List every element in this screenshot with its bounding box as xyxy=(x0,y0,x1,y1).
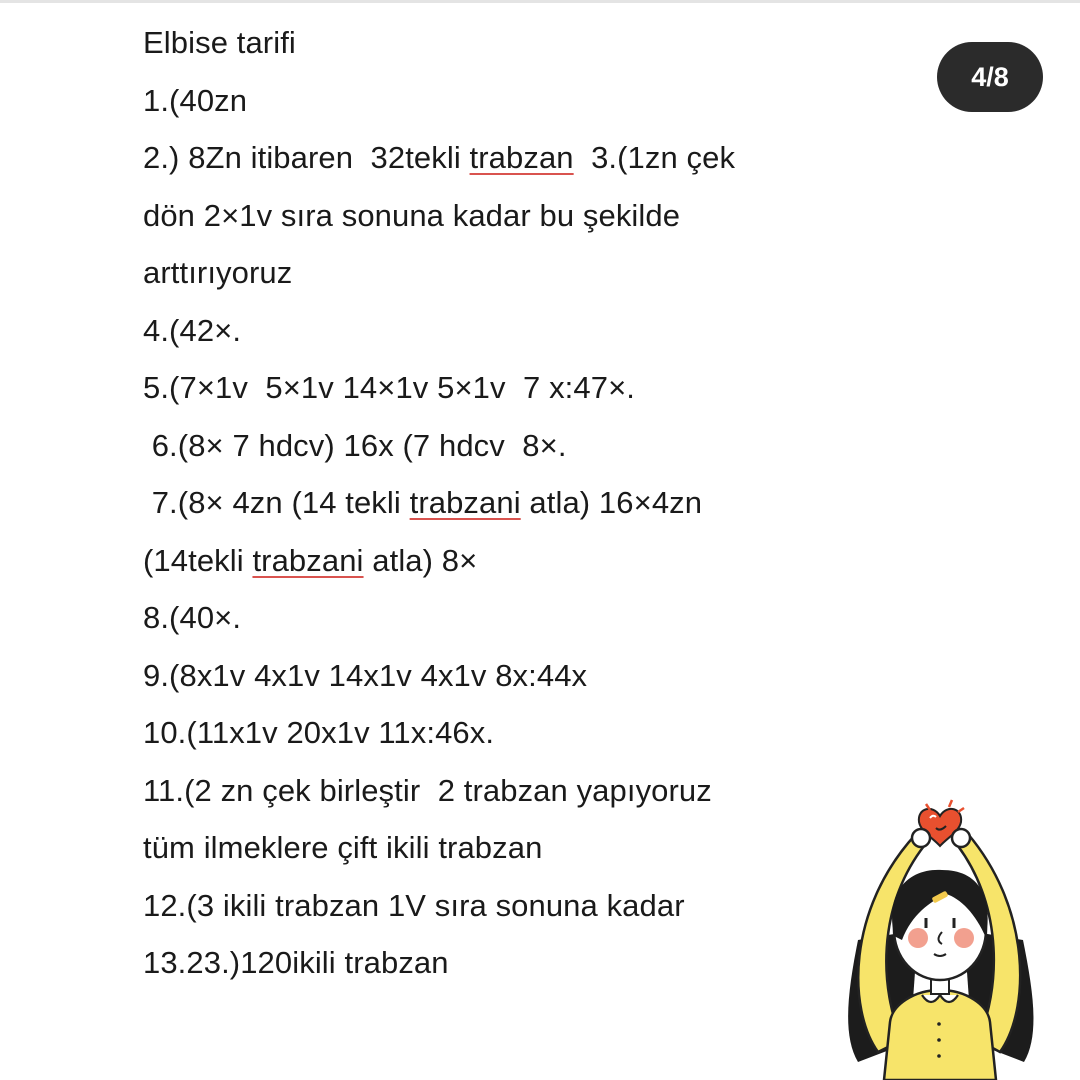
recipe-text-segment: arttırıyoruz xyxy=(143,255,293,290)
recipe-line xyxy=(143,129,903,187)
recipe-text-segment: 5.(7×1v 5×1v 14×1v 5×1v 7 x:47×. xyxy=(143,370,635,405)
recipe-text-segment: 2.) 8Zn itibaren 32tekli xyxy=(143,140,470,175)
recipe-line xyxy=(143,762,903,820)
recipe-text-segment: Elbise tarifi xyxy=(143,25,296,60)
recipe-text xyxy=(143,14,903,992)
recipe-line xyxy=(143,589,903,647)
recipe-text-segment: 11.(2 zn çek birleştir 2 trabzan yapıyoruz xyxy=(143,772,712,808)
recipe-line xyxy=(143,647,903,705)
recipe-text-segment: 8.(40×. xyxy=(143,600,242,635)
recipe-text-segment: 13.23.)120ikili trabzan xyxy=(143,945,449,980)
spellcheck-underlined-word: trabzani xyxy=(252,542,364,578)
recipe-line xyxy=(143,877,903,935)
recipe-text-segment: 6.(8× 7 hdcv) 16x (7 hdcv 8×. xyxy=(143,427,567,463)
recipe-text-segment: 9.(8x1v 4x1v 14x1v 4x1v 8x:44x xyxy=(143,657,588,693)
spellcheck-underlined-word: trabzani xyxy=(409,485,521,520)
recipe-line xyxy=(143,14,903,72)
recipe-text-segment: (14tekli xyxy=(143,542,253,578)
spellcheck-underlined-word: trabzan xyxy=(469,140,574,175)
girl-with-heart-illustration xyxy=(818,790,1058,1080)
recipe-text-segment: tüm ilmeklere çift ikili trabzan xyxy=(143,830,543,865)
recipe-text-segment: 3.(1zn çek xyxy=(573,140,736,175)
recipe-text-segment: dön 2×1v sıra sonuna kadar bu şekilde xyxy=(143,197,681,233)
recipe-text-segment: atla) 16×4zn xyxy=(520,485,703,520)
recipe-line xyxy=(143,359,903,417)
recipe-line xyxy=(143,704,903,762)
recipe-text-segment: 7.(8× 4zn (14 tekli xyxy=(143,485,410,520)
recipe-line xyxy=(143,72,903,130)
recipe-text-segment: 1.(40zn xyxy=(143,82,248,118)
recipe-text-segment: atla) 8× xyxy=(363,542,478,578)
recipe-line xyxy=(143,187,903,245)
recipe-line xyxy=(143,302,903,360)
recipe-text-segment: 4.(42×. xyxy=(143,312,242,348)
recipe-line xyxy=(143,934,903,992)
recipe-text-segment: 12.(3 ikili trabzan 1V sıra sonuna kadar xyxy=(143,887,685,923)
recipe-line xyxy=(143,244,903,302)
recipe-text-segment: 10.(11x1v 20x1v 11x:46x. xyxy=(143,715,495,750)
recipe-line xyxy=(143,819,903,877)
recipe-line xyxy=(143,474,903,532)
recipe-line xyxy=(143,532,903,590)
recipe-line xyxy=(143,417,903,475)
top-divider xyxy=(0,0,1080,3)
page-indicator[interactable]: 4/8 xyxy=(937,42,1043,112)
